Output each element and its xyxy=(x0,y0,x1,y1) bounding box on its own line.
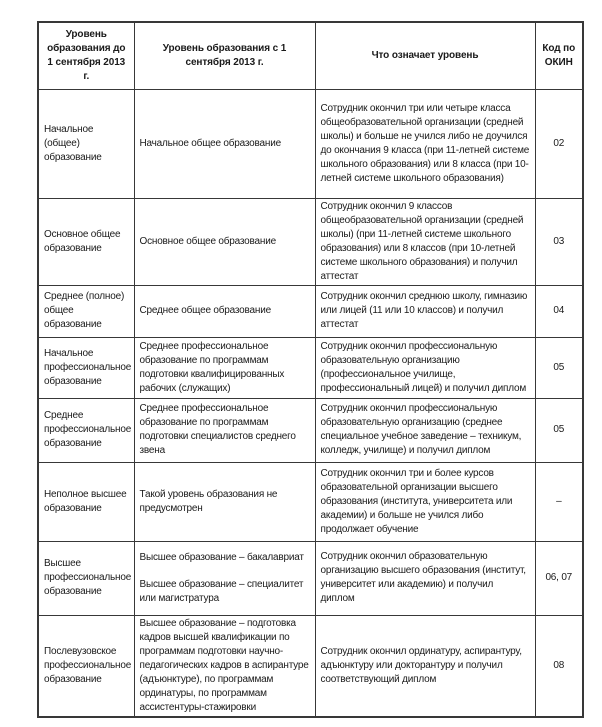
table-row xyxy=(38,337,583,398)
cell-meaning: Сотрудник окончил профессиональную образовательную организацию (профессиональное училище, профессиональный лицей) и получил диплом xyxy=(315,337,535,398)
cell-level-after: Основное общее образование xyxy=(134,198,315,285)
cell-okin-code: 02 xyxy=(535,89,583,198)
table-row xyxy=(38,541,583,615)
cell-level-before: Среднее профессиональное образование xyxy=(38,398,134,462)
table-header-row xyxy=(38,22,583,89)
cell-okin-code: – xyxy=(535,462,583,541)
header-level-before-2013 xyxy=(38,22,134,89)
cell-level-before: Неполное высшее образование xyxy=(38,462,134,541)
level-after-paragraph: Высшее образование – специалитет или магистратура xyxy=(139,578,304,604)
cell-okin-code: 08 xyxy=(535,615,583,717)
cell-okin-code: 06, 07 xyxy=(535,541,583,615)
cell-okin-code: 04 xyxy=(535,285,583,337)
level-after-paragraph: Высшее образование – бакалавриат xyxy=(139,551,304,563)
cell-level-after: Такой уровень образования не предусмотрен xyxy=(134,462,315,541)
cell-meaning: Сотрудник окончил три или четыре класса общеобразовательной организации (средней школы) и больше не учился либо не доучился до окончания 9 класса (при 11-летней системе школьного образования) или 8 класса (при 10-летней системе школьного образования) xyxy=(315,89,535,198)
cell-meaning: Сотрудник окончил образовательную организацию высшего образования (институт, университет или академию) и получил диплом xyxy=(315,541,535,615)
cell-level-after: Среднее общее образование xyxy=(134,285,315,337)
header-level-before-2013-label: Уровень образования до 1 сентября 2013 г. xyxy=(47,28,126,82)
header-okin-code-label: Код по ОКИН xyxy=(542,42,576,68)
header-level-meaning-label: Что означает уровень xyxy=(371,49,479,61)
education-levels-table xyxy=(37,21,584,718)
cell-level-after: Начальное общее образование xyxy=(134,89,315,198)
cell-level-after xyxy=(134,541,315,615)
table-row xyxy=(38,89,583,198)
table-row xyxy=(38,285,583,337)
cell-level-before: Послевузовское профессиональное образование xyxy=(38,615,134,717)
cell-okin-code: 05 xyxy=(535,398,583,462)
cell-level-before: Начальное (общее) образование xyxy=(38,89,134,198)
cell-level-before: Начальное профессиональное образование xyxy=(38,337,134,398)
cell-meaning: Сотрудник окончил ординатуру, аспирантуру, адъюнктуру или докторантуру и получил соответствующий диплом xyxy=(315,615,535,717)
cell-level-before: Среднее (полное) общее образование xyxy=(38,285,134,337)
cell-meaning: Сотрудник окончил среднюю школу, гимназию или лицей (11 или 10 классов) и получил аттестат xyxy=(315,285,535,337)
cell-okin-code: 05 xyxy=(535,337,583,398)
cell-level-after: Среднее профессиональное образование по программам подготовки квалифицированных рабочих (служащих) xyxy=(134,337,315,398)
table-row xyxy=(38,398,583,462)
table-row xyxy=(38,198,583,285)
cell-level-before: Высшее профессиональное образование xyxy=(38,541,134,615)
cell-level-after: Высшее образование – подготовка кадров высшей квалификации по программам подготовки научно-педагогических кадров в аспирантуре (адъюнктуре), по программам ординатуры, по программам ассистентуры-стажировки xyxy=(134,615,315,717)
table-row xyxy=(38,462,583,541)
header-level-after-2013-label: Уровень образования с 1 сентября 2013 г. xyxy=(162,42,287,68)
cell-level-after: Среднее профессиональное образование по программам подготовки специалистов среднего звена xyxy=(134,398,315,462)
cell-okin-code: 03 xyxy=(535,198,583,285)
cell-meaning: Сотрудник окончил три и более курсов образовательной организации высшего образования (института, университета или академии) и больше не учился либо продолжает обучение xyxy=(315,462,535,541)
cell-meaning: Сотрудник окончил профессиональную образовательную организацию (среднее специальное учебное заведение – техникум, колледж, училище) и получил диплом xyxy=(315,398,535,462)
header-level-meaning xyxy=(315,22,535,89)
cell-meaning: Сотрудник окончил 9 классов общеобразовательной организации (средней школы) (при 11-летней системе школьного образования) или 8 классов (при 10-летней системе школьного образования) и получил аттестат xyxy=(315,198,535,285)
table-row xyxy=(38,615,583,717)
cell-level-before: Основное общее образование xyxy=(38,198,134,285)
header-level-after-2013 xyxy=(134,22,315,89)
header-okin-code xyxy=(535,22,583,89)
